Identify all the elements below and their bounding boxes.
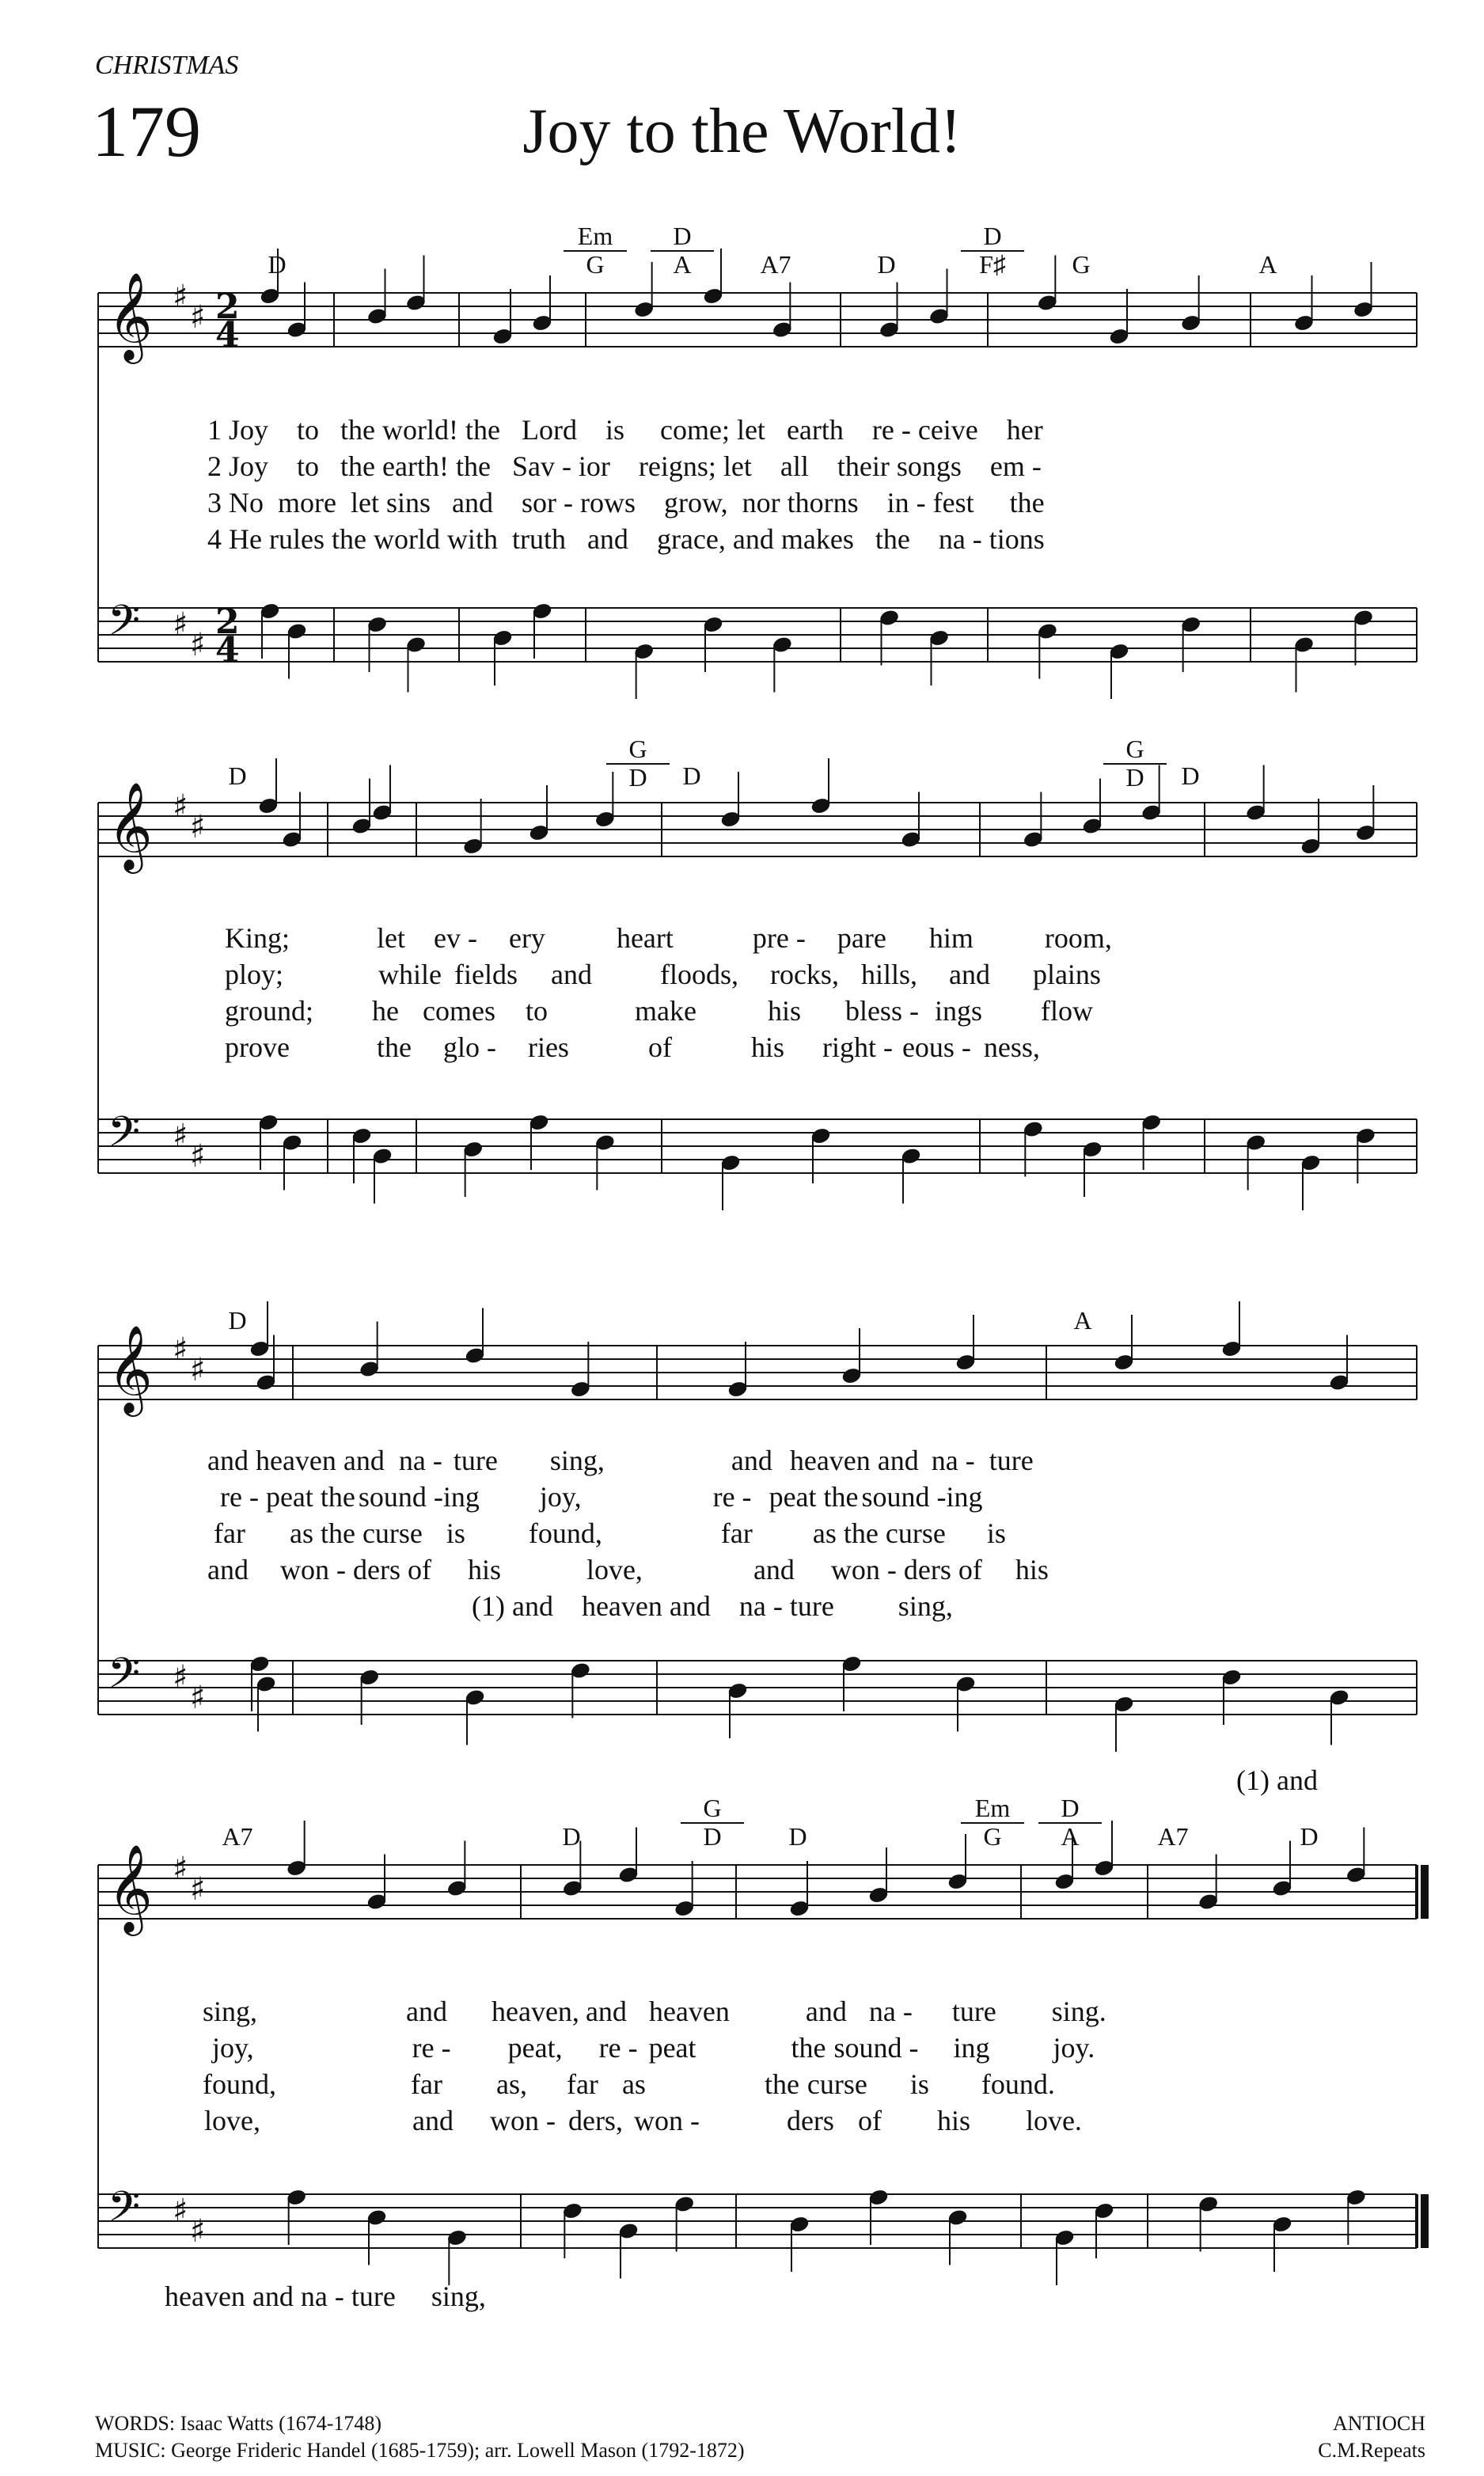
lyric-verse-1: sing, and heaven, and heaven and na - ture sing. xyxy=(203,1996,1106,2027)
chord-symbol: A7 xyxy=(222,1822,253,1851)
treble-clef-icon: 𝄞 xyxy=(108,781,153,870)
key-signature-icon: ♯ xyxy=(190,1871,206,1908)
lyric-verse-3: ground; he comes to make his bless - ings flow xyxy=(225,995,1093,1027)
key-signature-icon: ♯ xyxy=(173,1659,188,1696)
bass-cue-lyric: (1) and heaven and na - ture sing, xyxy=(472,1590,953,1622)
lyric-verse-4: prove the glo - ries of his right - eous - ness, xyxy=(225,1031,1040,1063)
time-signature: 4 xyxy=(215,630,240,670)
footer-words: WORDS: Isaac Watts (1674-1748) xyxy=(95,2412,382,2435)
under-bass-lyric: (1) and xyxy=(1236,1764,1318,1796)
chord-symbol: G D xyxy=(1103,736,1167,791)
treble-clef-icon: 𝄞 xyxy=(108,1324,153,1413)
footer-tune: ANTIOCH xyxy=(1333,2412,1425,2435)
hymn-title: Joy to the World! xyxy=(522,97,962,166)
chord-symbol: G D xyxy=(681,1795,744,1850)
chord-symbol: D F♯ xyxy=(961,223,1024,278)
chord-symbol: D xyxy=(682,761,701,790)
bass-clef-icon: 𝄢 xyxy=(108,597,141,655)
key-signature-icon: ♯ xyxy=(190,809,206,845)
lyric-verse-3: 3 No more let sins and sor - rows grow, nor thorns in - fest the xyxy=(207,487,1045,518)
hymn-number: 179 xyxy=(92,91,201,172)
key-signature-icon: ♯ xyxy=(173,1118,188,1154)
lyric-verse-1: King; let ev - ery heart pre - pare him room, xyxy=(225,922,1112,954)
lyric-verse-3: found, far as, far as the curse is found. xyxy=(203,2068,1055,2100)
key-signature-icon: ♯ xyxy=(190,2213,206,2250)
chord-symbol: D xyxy=(1300,1822,1319,1851)
chord-symbol: Em G xyxy=(564,223,627,278)
lyric-verse-4: love, and won - ders, won - ders of his love. xyxy=(204,2105,1082,2136)
chord-symbol: G xyxy=(1072,250,1091,279)
key-signature-icon: ♯ xyxy=(173,788,188,825)
key-signature-icon: ♯ xyxy=(190,1680,206,1716)
chord-symbol: D A xyxy=(651,223,714,278)
chord-symbol: D xyxy=(228,1306,247,1335)
lyric-verse-2: 2 Joy to the earth! the Sav - ior reigns; let all their songs em - xyxy=(207,450,1042,482)
lyric-verse-1: 1 Joy to the world! the Lord is come; let earth re - ceive her xyxy=(207,414,1043,446)
time-signature: 4 xyxy=(215,315,240,355)
key-signature-icon: ♯ xyxy=(190,299,206,336)
under-bass-lyric: heaven and na - ture sing, xyxy=(165,2280,486,2312)
key-signature-icon: ♯ xyxy=(190,627,206,663)
chord-symbol: A xyxy=(1258,250,1277,279)
key-signature-icon: ♯ xyxy=(173,1851,188,1887)
lyric-verse-2: joy, re - peat, re - peat the sound - ing joy. xyxy=(212,2032,1095,2064)
time-signature: 2 xyxy=(215,602,240,642)
lyric-verse-1: and heaven and na - ture sing, and heaven and na - ture xyxy=(207,1445,1034,1476)
key-signature-icon: ♯ xyxy=(190,1352,206,1388)
chord-symbol: G D xyxy=(606,736,670,791)
chord-symbol: A xyxy=(1073,1306,1092,1335)
treble-clef-icon: 𝄞 xyxy=(108,272,153,360)
chord-symbol: D A xyxy=(1038,1795,1102,1850)
chord-symbol: D xyxy=(788,1822,807,1851)
lyric-verse-2: ploy; while fields and floods, rocks, hills, and plains xyxy=(225,959,1101,990)
lyric-verse-4: and won - ders of his love, and won - ders of his xyxy=(207,1554,1049,1585)
chord-symbol: Em G xyxy=(961,1795,1024,1850)
bass-clef-icon: 𝄢 xyxy=(108,1108,141,1167)
chord-symbol: D xyxy=(562,1822,581,1851)
footer-music: MUSIC: George Frideric Handel (1685-1759); arr. Lowell Mason (1792-1872) xyxy=(95,2439,745,2462)
lyric-verse-4: 4 He rules the world with truth and grace, and makes the na - tions xyxy=(207,523,1045,555)
chord-symbol: D xyxy=(268,250,287,279)
section-label: CHRISTMAS xyxy=(95,51,239,80)
chord-symbol: D xyxy=(1181,761,1200,790)
key-signature-icon: ♯ xyxy=(173,2193,188,2229)
bass-clef-icon: 𝄢 xyxy=(108,1650,141,1708)
key-signature-icon: ♯ xyxy=(190,1138,206,1175)
treble-clef-icon: 𝄞 xyxy=(108,1844,153,1932)
lyric-verse-3: far as the curse is found, far as the curse is xyxy=(214,1517,1006,1549)
bass-clef-icon: 𝄢 xyxy=(108,2183,141,2242)
chord-symbol: A7 xyxy=(760,250,791,279)
time-signature: 2 xyxy=(215,287,240,327)
key-signature-icon: ♯ xyxy=(173,279,188,315)
key-signature-icon: ♯ xyxy=(173,606,188,643)
chord-symbol: D xyxy=(228,761,247,790)
chord-symbol: D xyxy=(877,250,896,279)
chord-symbol: A7 xyxy=(1157,1822,1189,1851)
footer-meter: C.M.Repeats xyxy=(1318,2439,1425,2462)
lyric-verse-2: re - peat the sound -ing joy, re - peat the sound -ing xyxy=(220,1481,983,1513)
key-signature-icon: ♯ xyxy=(173,1331,188,1368)
